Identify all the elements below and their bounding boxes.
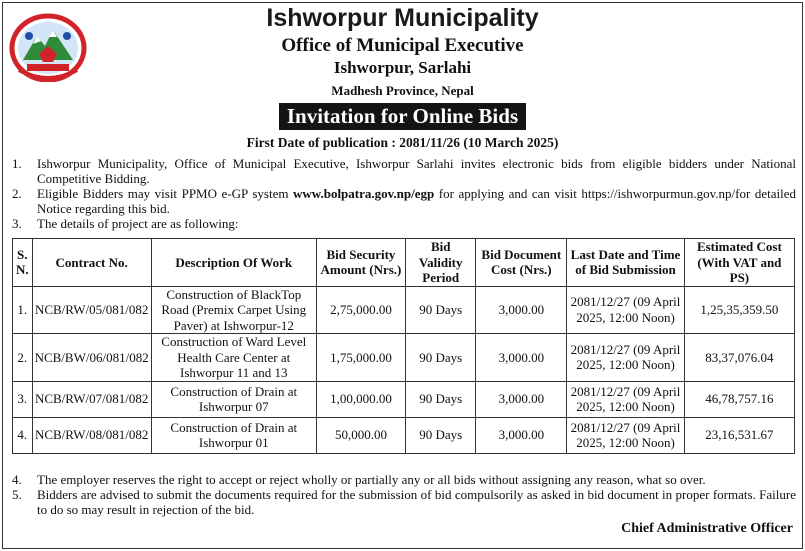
- col-header-contract: Contract No.: [32, 239, 151, 287]
- egp-link[interactable]: www.bolpatra.gov.np/egp: [293, 186, 435, 201]
- notice-title-banner: Invitation for Online Bids: [279, 103, 526, 130]
- col-header-deadline: Last Date and Time of Bid Submission: [567, 239, 685, 287]
- col-header-sn: S. N.: [13, 239, 33, 287]
- list-item: 5. Bidders are advised to submit the documents required for the submission of bid compulsorily as asked in bid document in proper formats. Failure to do so may result in rejection of the bid.: [12, 487, 796, 517]
- signature-title: Chief Administrative Officer: [621, 521, 793, 536]
- col-header-doc-cost: Bid Document Cost (Nrs.): [476, 239, 567, 287]
- col-header-description: Description Of Work: [151, 239, 316, 287]
- col-header-validity: Bid Validity Period: [406, 239, 476, 287]
- list-item: 1. Ishworpur Municipality, Office of Municipal Executive, Ishworpur Sarlahi invites electronic bids from eligible bidders under National Competitive Bidding.: [12, 156, 796, 186]
- location-title: Ishworpur, Sarlahi: [333, 58, 472, 77]
- office-title: Office of Municipal Executive: [281, 35, 524, 56]
- table-row: 2. NCB/BW/06/081/082 Construction of Ward Level Health Care Center at Ishworpur 11 and 13 1,75,000.00 90 Days 3,000.00 2081/12/27 (09 April 2025, 12:00 Noon) 83,37,076.04: [13, 334, 795, 382]
- col-header-estimated-cost: Estimated Cost (With VAT and PS): [684, 239, 794, 287]
- organization-title: Ishworpur Municipality: [266, 4, 539, 32]
- footer-list: [12, 472, 796, 517]
- table-row: 1. NCB/RW/05/081/082 Construction of BlackTop Road (Premix Carpet Using Paver) at Ishworpur-12 2,75,000.00 90 Days 3,000.00 2081/12/27 (09 April 2025, 12:00 Noon) 1,25,35,359.50: [13, 286, 795, 334]
- table-header-row: [13, 239, 795, 287]
- list-item: 4. The employer reserves the right to accept or reject wholly or partially any or all bids without assigning any reason, what so over.: [12, 472, 706, 487]
- table-row: 3. NCB/RW/07/081/082 Construction of Drain at Ishworpur 07 1,00,000.00 90 Days 3,000.00 2081/12/27 (09 April 2025, 12:00 Noon) 46,78,757.16: [13, 381, 795, 417]
- province-title: Madhesh Province, Nepal: [331, 83, 474, 98]
- bids-table: [12, 238, 795, 454]
- col-header-bid-security: Bid Security Amount (Nrs.): [316, 239, 405, 287]
- table-row: 4. NCB/RW/08/081/082 Construction of Drain at Ishworpur 01 50,000.00 90 Days 3,000.00 2081/12/27 (09 April 2025, 12:00 Noon) 23,16,531.67: [13, 417, 795, 453]
- list-item: 2. Eligible Bidders may visit PPMO e-GP system www.bolpatra.gov.np/egp for applying and can visit https://ishworpurmun.gov.np/for detailed Notice regarding this bid.: [12, 186, 797, 216]
- publication-date: First Date of publication : 2081/11/26 (10 March 2025): [246, 135, 559, 150]
- intro-list: [12, 156, 796, 231]
- list-item: 3. The details of project are as following:: [12, 216, 239, 231]
